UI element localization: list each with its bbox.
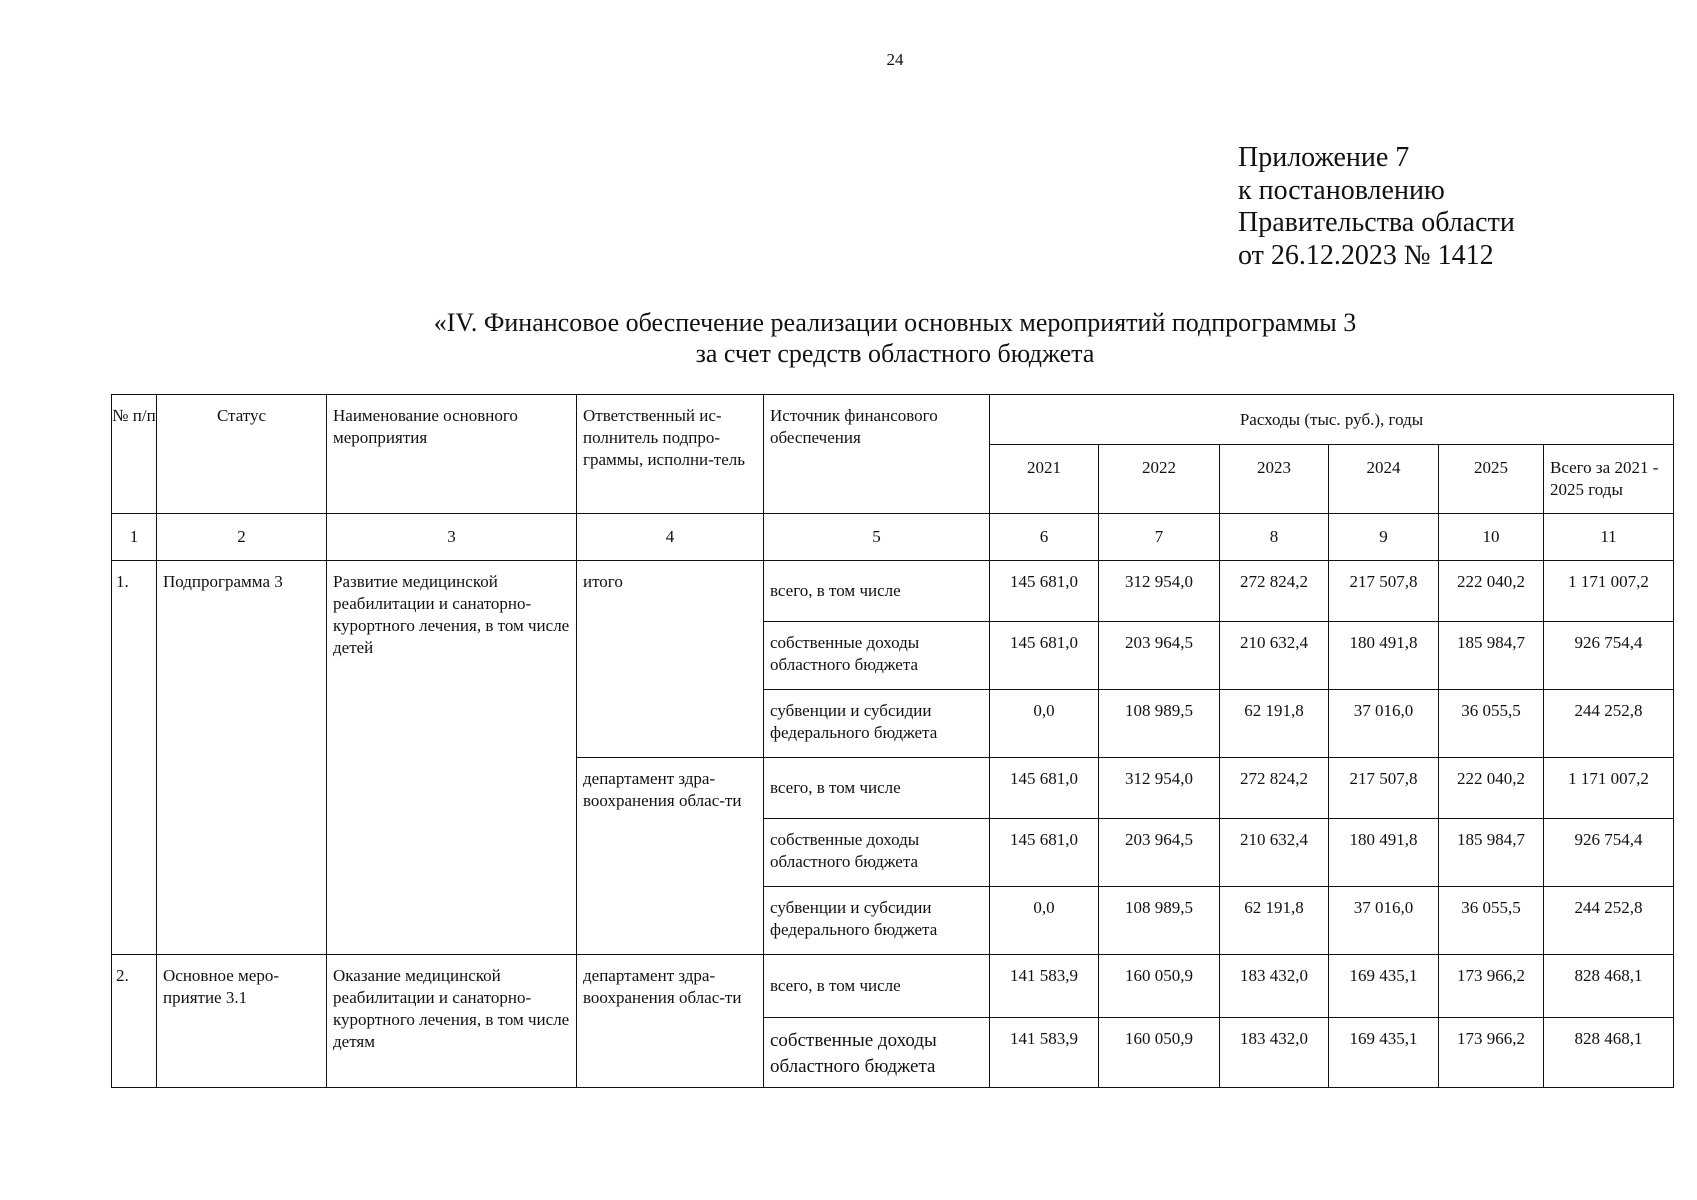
value-cell-total: 244 252,8 [1544,887,1674,955]
header-expenses: Расходы (тыс. руб.), годы [990,395,1674,445]
row-activity-name: Развитие медицинской реабилитации и санаторно-курортного лечения, в том числе детей [327,561,577,955]
row-source: субвенции и субсидии федерального бюджета [764,690,990,758]
value-cell: 210 632,4 [1220,819,1329,887]
section-title-line: «IV. Финансовое обеспечение реализации основных мероприятий подпрограммы 3 [433,308,1357,337]
appendix-line: от 26.12.2023 № 1412 [1238,239,1494,271]
value-cell: 160 050,9 [1099,955,1220,1018]
value-cell: 210 632,4 [1220,622,1329,690]
value-cell: 145 681,0 [990,561,1099,622]
value-cell: 183 432,0 [1220,1018,1329,1088]
page-number: 24 [886,50,904,69]
column-index: 6 [990,514,1099,561]
appendix-line: Приложение 7 [1238,142,1410,173]
row-number: 2. [112,955,157,1088]
value-cell: 0,0 [990,690,1099,758]
column-index: 8 [1220,514,1329,561]
financing-table [111,394,1674,1088]
section-title-line: за счет средств областного бюджета [695,339,1095,368]
value-cell: 36 055,5 [1439,887,1544,955]
row-executor: итого [577,561,764,758]
value-cell-total: 926 754,4 [1544,622,1674,690]
value-cell: 203 964,5 [1099,622,1220,690]
value-cell: 169 435,1 [1329,955,1439,1018]
table-row [112,955,1674,1018]
value-cell: 222 040,2 [1439,758,1544,819]
value-cell-total: 244 252,8 [1544,690,1674,758]
column-index: 3 [327,514,577,561]
value-cell: 141 583,9 [990,955,1099,1018]
header-status: Статус [157,395,327,514]
value-cell-total: 828 468,1 [1544,955,1674,1018]
value-cell-total: 926 754,4 [1544,819,1674,887]
header-source: Источник финансового обеспечения [764,395,990,514]
header-year: 2025 [1439,445,1544,514]
appendix-line: к постановлению [1238,174,1445,206]
row-executor: департамент здра-воохранения облас-ти [577,758,764,955]
column-index: 9 [1329,514,1439,561]
value-cell: 180 491,8 [1329,819,1439,887]
row-source: всего, в том числе [764,758,990,819]
column-index: 10 [1439,514,1544,561]
table-row [112,561,1674,622]
value-cell: 145 681,0 [990,622,1099,690]
value-cell: 108 989,5 [1099,690,1220,758]
column-index: 11 [1544,514,1674,561]
row-source: собственные доходы областного бюджета [764,819,990,887]
row-source: собственные доходы областного бюджета [764,1018,990,1088]
section-title [0,307,1697,369]
value-cell: 145 681,0 [990,758,1099,819]
column-index: 2 [157,514,327,561]
value-cell: 272 824,2 [1220,758,1329,819]
value-cell-total: 828 468,1 [1544,1018,1674,1088]
value-cell: 169 435,1 [1329,1018,1439,1088]
value-cell: 0,0 [990,887,1099,955]
value-cell-total: 1 171 007,2 [1544,561,1674,622]
row-activity-name: Оказание медицинской реабилитации и санаторно-курортного лечения, в том числе детям [327,955,577,1088]
value-cell: 222 040,2 [1439,561,1544,622]
value-cell: 36 055,5 [1439,690,1544,758]
value-cell: 203 964,5 [1099,819,1220,887]
value-cell: 173 966,2 [1439,1018,1544,1088]
column-index: 5 [764,514,990,561]
value-cell: 141 583,9 [990,1018,1099,1088]
header-year: 2021 [990,445,1099,514]
header-year: 2022 [1099,445,1220,514]
header-executor: Ответственный ис-полнитель подпро-граммы, исполни-тель [577,395,764,514]
column-index: 4 [577,514,764,561]
value-cell: 108 989,5 [1099,887,1220,955]
value-cell: 272 824,2 [1220,561,1329,622]
value-cell: 62 191,8 [1220,690,1329,758]
value-cell: 217 507,8 [1329,561,1439,622]
value-cell: 312 954,0 [1099,758,1220,819]
value-cell: 312 954,0 [1099,561,1220,622]
value-cell: 173 966,2 [1439,955,1544,1018]
value-cell: 183 432,0 [1220,955,1329,1018]
column-index: 1 [112,514,157,561]
value-cell: 185 984,7 [1439,622,1544,690]
header-year: 2023 [1220,445,1329,514]
value-cell: 217 507,8 [1329,758,1439,819]
header-name: Наименование основного мероприятия [327,395,577,514]
appendix-line: Правительства области [1238,207,1515,238]
column-index: 7 [1099,514,1220,561]
header-total: Всего за 2021 - 2025 годы [1544,445,1674,514]
value-cell: 145 681,0 [990,819,1099,887]
row-source: собственные доходы областного бюджета [764,622,990,690]
value-cell: 180 491,8 [1329,622,1439,690]
value-cell: 37 016,0 [1329,690,1439,758]
row-source: всего, в том числе [764,955,990,1018]
header-num: № п/п [112,395,157,514]
row-status: Основное меро-приятие 3.1 [157,955,327,1088]
value-cell: 185 984,7 [1439,819,1544,887]
row-status: Подпрограмма 3 [157,561,327,955]
value-cell-total: 1 171 007,2 [1544,758,1674,819]
appendix-block [1238,142,1515,272]
row-source: всего, в том числе [764,561,990,622]
value-cell: 160 050,9 [1099,1018,1220,1088]
row-number: 1. [112,561,157,955]
header-year: 2024 [1329,445,1439,514]
value-cell: 62 191,8 [1220,887,1329,955]
row-executor: департамент здра-воохранения облас-ти [577,955,764,1088]
row-source: субвенции и субсидии федерального бюджета [764,887,990,955]
value-cell: 37 016,0 [1329,887,1439,955]
